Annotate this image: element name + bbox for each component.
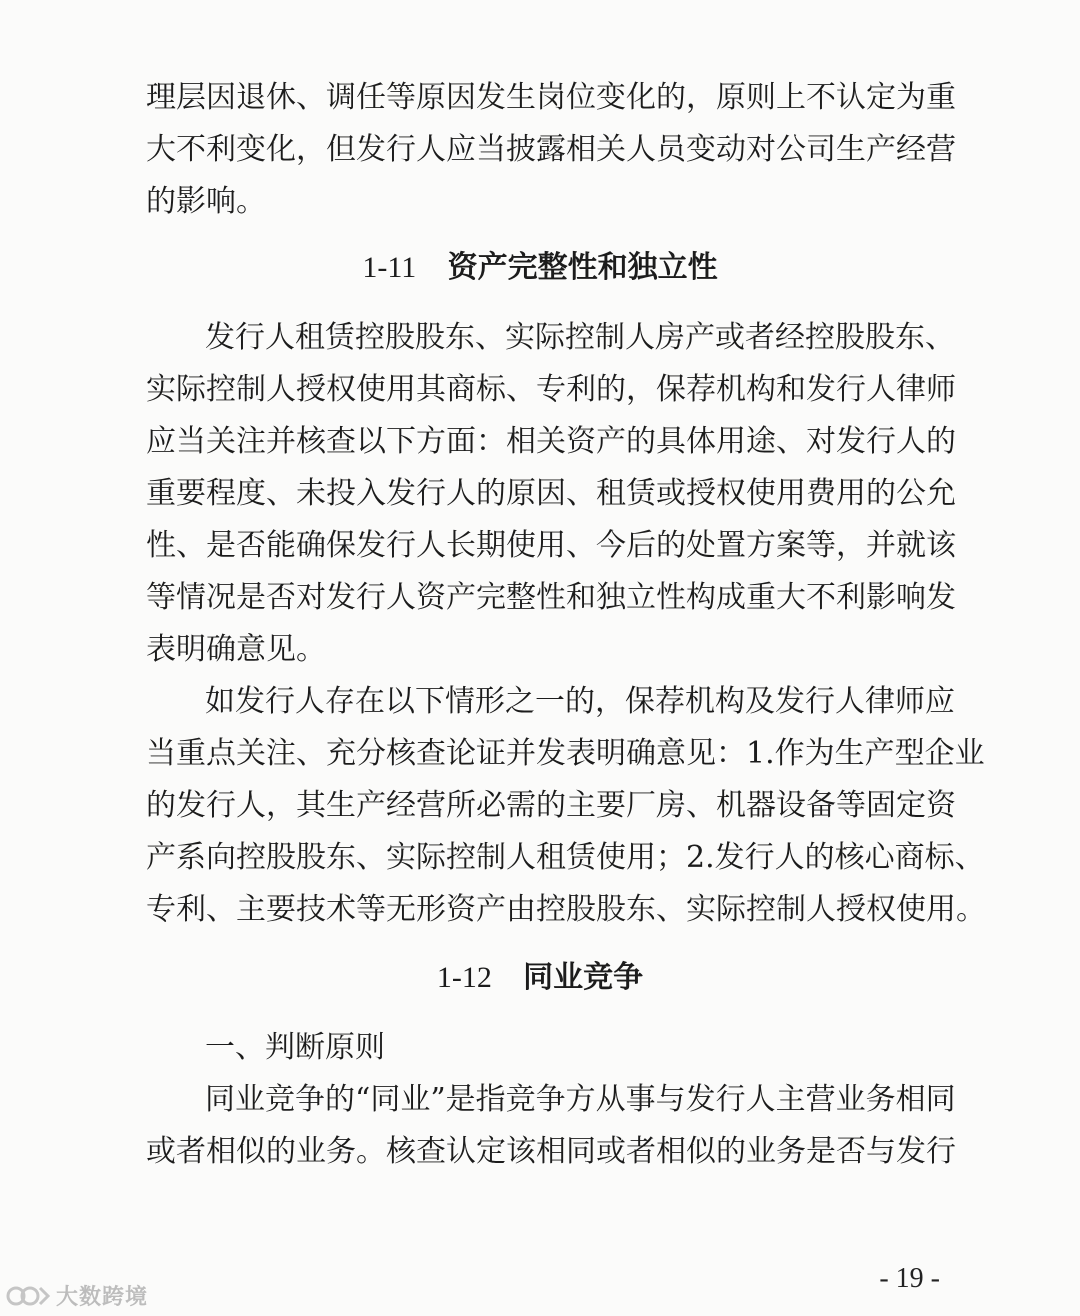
text-line: 的发行人，其生产经营所必需的主要厂房、机器设备等固定资 (146, 788, 956, 823)
text-line: 理层因退休、调任等原因发生岗位变化的，原则上不认定为重 (146, 80, 956, 115)
text-line: 产系向控股股东、实际控制人租赁使用；2.发行人的核心商标、 (146, 840, 985, 875)
section-number: 1-12 (436, 961, 492, 994)
text-line: 大不利变化，但发行人应当披露相关人员变动对公司生产经营 (146, 132, 956, 167)
text-line: 的影响。 (146, 184, 266, 219)
page-number: - 19 - (879, 1263, 940, 1294)
watermark (6, 1280, 148, 1311)
text-line: 发行人租赁控股股东、实际控制人房产或者经控股股东、 (205, 320, 955, 355)
text-line: 同业竞争的“同业”是指竞争方从事与发行人主营业务相同 (205, 1082, 956, 1117)
section-title: 同业竞争 (523, 960, 644, 995)
text-line: 重要程度、未投入发行人的原因、租赁或授权使用费用的公允 (146, 476, 956, 511)
watermark-text: 大数跨境 (56, 1285, 149, 1310)
section-number: 1-11 (362, 251, 417, 284)
text-line: 专利、主要技术等无形资产由控股股东、实际控制人授权使用。 (146, 892, 986, 927)
text-line: 实际控制人授权使用其商标、专利的，保荐机构和发行人律师 (146, 372, 956, 407)
subheading: 一、判断原则 (205, 1030, 385, 1065)
text-line: 表明确意见。 (146, 632, 326, 667)
text-line: 应当关注并核查以下方面：相关资产的具体用途、对发行人的 (146, 424, 956, 459)
text-line: 性、是否能确保发行人长期使用、今后的处置方案等，并就该 (146, 528, 956, 563)
section-heading-1-12 (0, 958, 1080, 998)
text-line: 当重点关注、充分核查论证并发表明确意见：1.作为生产型企业 (146, 736, 985, 771)
text-line: 如发行人存在以下情形之一的，保荐机构及发行人律师应 (205, 684, 955, 719)
section-title: 资产完整性和独立性 (447, 250, 718, 285)
text-line: 或者相似的业务。核查认定该相同或者相似的业务是否与发行 (146, 1134, 956, 1169)
logo-icon (6, 1284, 52, 1308)
text-line: 等情况是否对发行人资产完整性和独立性构成重大不利影响发 (146, 580, 956, 615)
section-heading-1-11 (0, 248, 1080, 288)
